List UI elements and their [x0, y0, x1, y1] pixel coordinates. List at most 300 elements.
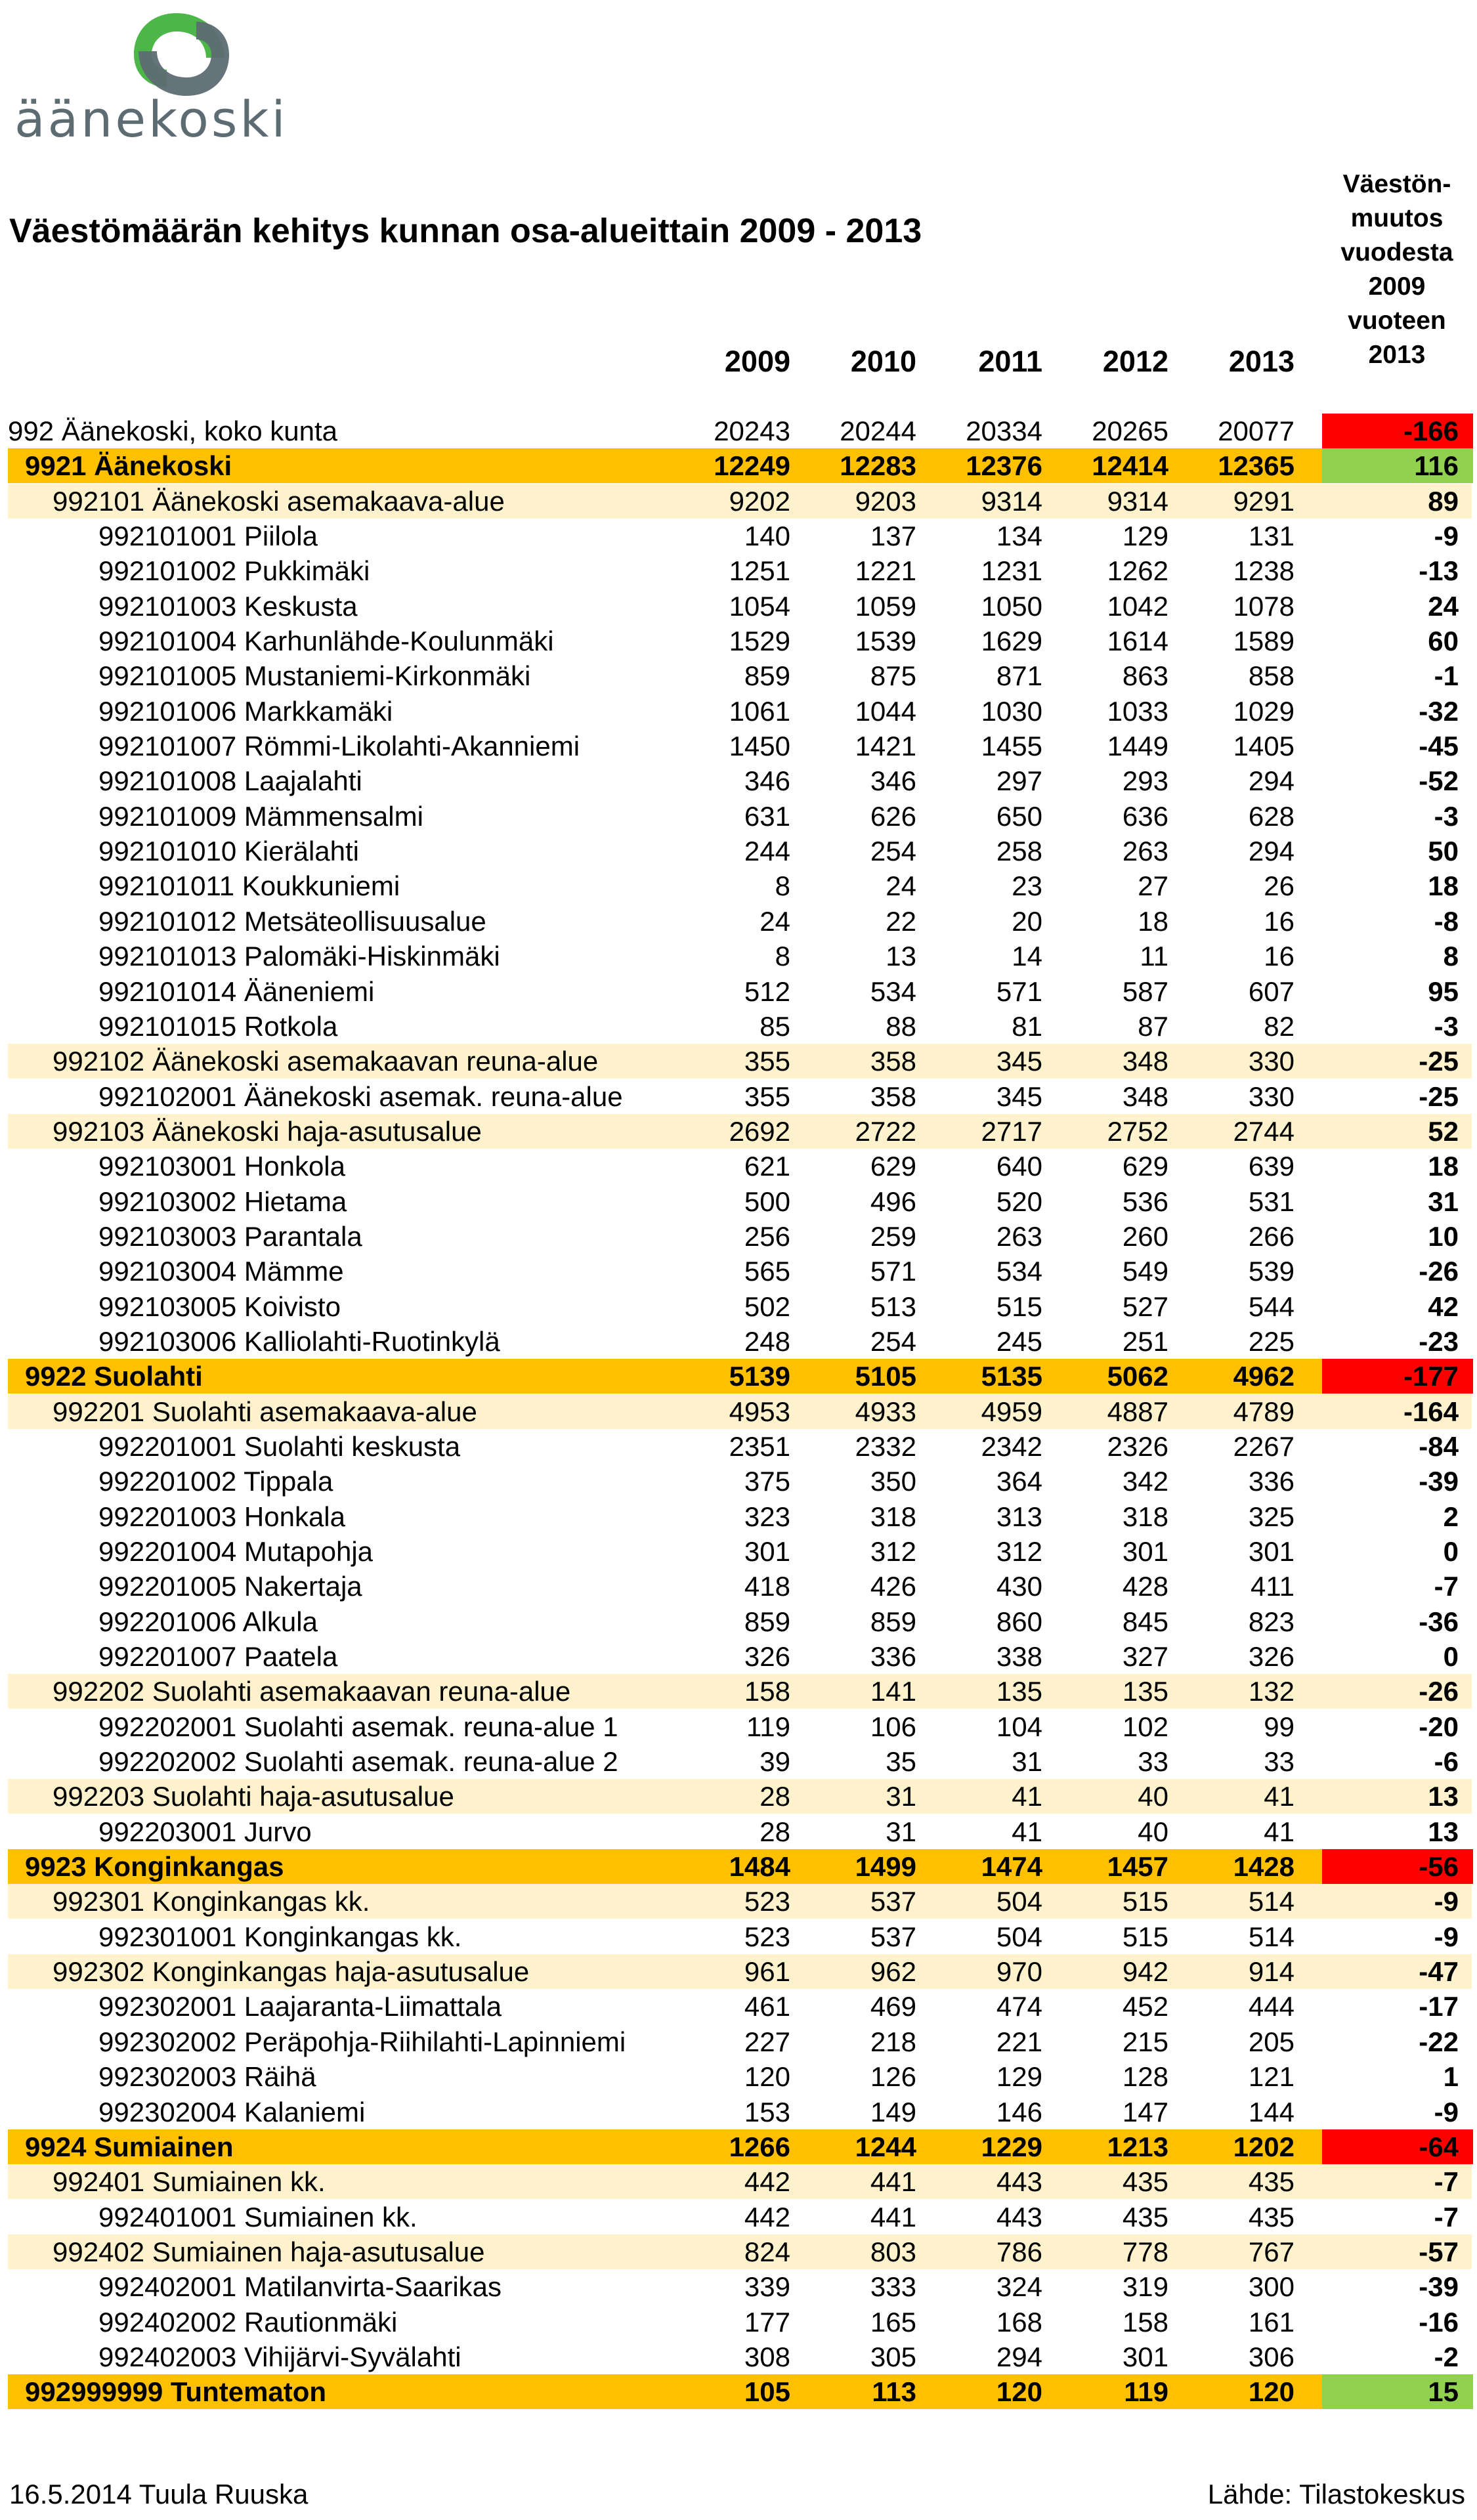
- population-2010: 24: [886, 870, 916, 902]
- population-2011: 443: [996, 2201, 1042, 2232]
- population-2010: 113: [872, 2376, 916, 2408]
- area-name: 992302002 Peräpohja-Riihilahti-Lapinniemi: [98, 2026, 626, 2057]
- area-name: 9921 Äänekoski: [25, 450, 232, 482]
- table-row: [0, 1954, 1477, 1989]
- population-2013: 1405: [1233, 731, 1295, 762]
- area-name: 992203001 Jurvo: [98, 1816, 312, 1847]
- population-2012: 629: [1122, 1151, 1168, 1182]
- population-2013: 435: [1248, 2201, 1295, 2232]
- population-change: -52: [1419, 765, 1459, 797]
- change-header-line: Väestön-: [1342, 170, 1451, 198]
- population-2009: 355: [744, 1046, 790, 1077]
- population-2009: 2692: [729, 1115, 790, 1147]
- population-2013: 1589: [1233, 626, 1295, 657]
- population-2011: 1229: [981, 2131, 1042, 2162]
- area-name: 992201007 Paatela: [98, 1641, 338, 1673]
- population-2013: 301: [1248, 1536, 1295, 1567]
- population-2011: 1030: [981, 695, 1042, 727]
- population-change: -164: [1403, 1396, 1459, 1427]
- population-2011: 1050: [981, 590, 1042, 622]
- population-2013: 607: [1248, 975, 1295, 1007]
- population-change: -6: [1434, 1746, 1459, 1778]
- population-2009: 461: [744, 1991, 790, 2022]
- population-2013: 225: [1248, 1325, 1295, 1357]
- population-2009: 105: [744, 2376, 790, 2408]
- table-row: [0, 1604, 1477, 1639]
- population-2009: 244: [744, 836, 790, 867]
- population-2013: 82: [1264, 1010, 1295, 1042]
- population-2013: 539: [1248, 1256, 1295, 1287]
- population-2011: 134: [996, 521, 1042, 552]
- population-2010: 1539: [855, 626, 916, 657]
- population-2009: 442: [744, 2166, 790, 2198]
- population-2010: 137: [870, 521, 916, 552]
- population-2012: 5062: [1107, 1361, 1168, 1392]
- population-2010: 254: [870, 836, 916, 867]
- population-2009: 120: [744, 2061, 790, 2093]
- population-2009: 339: [744, 2271, 790, 2303]
- population-change: -7: [1434, 2201, 1459, 2232]
- population-2011: 786: [996, 2236, 1042, 2267]
- population-2010: 803: [870, 2236, 916, 2267]
- area-name: 992101012 Metsäteollisuusalue: [98, 905, 486, 937]
- area-name: 992401001 Sumiainen kk.: [98, 2201, 417, 2232]
- population-2009: 346: [744, 765, 790, 797]
- area-name: 992101009 Mämmensalmi: [98, 800, 423, 832]
- population-2011: 640: [996, 1151, 1042, 1182]
- population-change: -8: [1434, 905, 1459, 937]
- population-2012: 348: [1122, 1046, 1168, 1077]
- population-change: -9: [1434, 521, 1459, 552]
- population-2011: 31: [1012, 1746, 1042, 1778]
- population-2010: 20244: [840, 416, 916, 446]
- population-change: -56: [1322, 1849, 1473, 1884]
- population-2012: 128: [1122, 2061, 1168, 2093]
- area-name: 992103002 Hietama: [98, 1185, 347, 1217]
- population-2013: 330: [1248, 1080, 1295, 1112]
- population-2010: 2722: [855, 1115, 916, 1147]
- table-row: [0, 1639, 1477, 1674]
- population-2012: 1449: [1107, 731, 1168, 762]
- area-name: 992101001 Piilola: [98, 521, 318, 552]
- population-2010: 962: [870, 1956, 916, 1988]
- population-2009: 28: [760, 1816, 790, 1847]
- population-2010: 333: [870, 2271, 916, 2303]
- population-2011: 345: [996, 1080, 1042, 1112]
- table-row: [0, 658, 1477, 693]
- population-change: -2: [1434, 2341, 1459, 2372]
- population-2012: 435: [1122, 2166, 1168, 2198]
- population-2009: 227: [744, 2026, 790, 2057]
- population-change: -26: [1419, 1676, 1459, 1707]
- table-row: [0, 799, 1477, 834]
- population-2010: 859: [870, 1606, 916, 1637]
- population-2010: 35: [886, 1746, 916, 1778]
- logo-wordmark: äänekoski: [14, 90, 288, 146]
- population-2012: 342: [1122, 1466, 1168, 1497]
- table-row: [0, 1219, 1477, 1254]
- population-2012: 515: [1122, 1886, 1168, 1917]
- table-row: [0, 2305, 1477, 2339]
- year-header-2010: 2010: [850, 345, 916, 378]
- population-2009: 256: [744, 1220, 790, 1252]
- table-row: [0, 1989, 1477, 2024]
- population-2013: 16: [1264, 941, 1295, 972]
- area-name: 992402003 Vihijärvi-Syvälahti: [98, 2341, 461, 2372]
- population-2012: 135: [1122, 1676, 1168, 1707]
- population-2010: 875: [870, 660, 916, 692]
- table-row: [0, 834, 1477, 868]
- table-row: [0, 2200, 1477, 2234]
- population-2009: 85: [760, 1010, 790, 1042]
- area-name: 992402002 Rautionmäki: [98, 2306, 398, 2338]
- population-2013: 205: [1248, 2026, 1295, 2057]
- population-2012: 428: [1122, 1571, 1168, 1602]
- population-2009: 859: [744, 660, 790, 692]
- population-2011: 1231: [981, 555, 1042, 587]
- population-2009: 418: [744, 1571, 790, 1602]
- population-change: -9: [1434, 2096, 1459, 2127]
- population-2011: 23: [1012, 870, 1042, 902]
- population-2012: 147: [1122, 2096, 1168, 2127]
- population-2009: 1251: [729, 555, 790, 587]
- area-name: 992101010 Kierälahti: [98, 836, 359, 867]
- population-2011: 515: [996, 1291, 1042, 1322]
- population-2012: 119: [1124, 2376, 1168, 2408]
- area-name: 992201005 Nakertaja: [98, 1571, 362, 1602]
- population-2010: 1244: [855, 2131, 916, 2162]
- table-row: [0, 2164, 1477, 2199]
- population-2011: 4959: [981, 1396, 1042, 1427]
- population-2011: 221: [996, 2026, 1042, 2057]
- population-2013: 144: [1248, 2096, 1295, 2127]
- population-2011: 1629: [981, 626, 1042, 657]
- population-2012: 293: [1122, 765, 1168, 797]
- population-2012: 129: [1122, 521, 1168, 552]
- area-name: 9922 Suolahti: [25, 1361, 203, 1392]
- population-2009: 28: [760, 1781, 790, 1812]
- population-change: 42: [1428, 1291, 1459, 1322]
- table-row: [0, 2059, 1477, 2094]
- population-2012: 20265: [1092, 416, 1168, 446]
- population-2011: 534: [996, 1256, 1042, 1287]
- population-2013: 767: [1248, 2236, 1295, 2267]
- population-2011: 970: [996, 1956, 1042, 1988]
- population-2013: 435: [1248, 2166, 1295, 2198]
- population-2013: 12365: [1218, 450, 1295, 482]
- population-2012: 1262: [1107, 555, 1168, 587]
- population-2010: 318: [870, 1501, 916, 1532]
- population-2010: 626: [870, 800, 916, 832]
- population-change: 0: [1443, 1536, 1459, 1567]
- population-2010: 1499: [855, 1851, 916, 1883]
- population-2009: 20243: [714, 416, 790, 446]
- population-2009: 12249: [714, 450, 790, 482]
- footer-author-date: 16.5.2014 Tuula Ruuska: [9, 2479, 309, 2509]
- population-2009: 326: [744, 1641, 790, 1673]
- area-name: 992302 Konginkangas haja-asutusalue: [53, 1956, 530, 1988]
- population-2010: 22: [886, 905, 916, 937]
- population-2013: 628: [1248, 800, 1295, 832]
- population-2009: 8: [775, 941, 790, 972]
- population-2012: 215: [1122, 2026, 1168, 2057]
- population-2011: 430: [996, 1571, 1042, 1602]
- table-row: [0, 1849, 1477, 1884]
- table-row: [0, 1184, 1477, 1219]
- population-change: -47: [1419, 1956, 1459, 1988]
- area-name: 992402 Sumiainen haja-asutusalue: [53, 2236, 485, 2267]
- population-2013: 1238: [1233, 555, 1295, 587]
- year-header-2011: 2011: [978, 345, 1042, 378]
- population-2012: 18: [1138, 905, 1168, 937]
- area-name: 992302004 Kalaniemi: [98, 2096, 366, 2127]
- population-2009: 308: [744, 2341, 790, 2372]
- page-title: Väestömäärän kehitys kunnan osa-alueittain 2009 - 2013: [9, 212, 922, 250]
- table-row: [0, 939, 1477, 973]
- population-2009: 153: [744, 2096, 790, 2127]
- population-2013: 1202: [1233, 2131, 1295, 2162]
- population-2009: 961: [744, 1956, 790, 1988]
- population-2013: 823: [1248, 1606, 1295, 1637]
- population-2011: 5135: [981, 1361, 1042, 1392]
- population-2009: 4953: [729, 1396, 790, 1427]
- population-2010: 1044: [855, 695, 916, 727]
- population-change: 2: [1443, 1501, 1459, 1532]
- population-2013: 132: [1248, 1676, 1295, 1707]
- population-change: 10: [1428, 1220, 1459, 1252]
- table-row: [0, 974, 1477, 1009]
- table-row: [0, 624, 1477, 658]
- population-change: -45: [1419, 731, 1459, 762]
- population-change: 60: [1428, 626, 1459, 657]
- population-2010: 305: [870, 2341, 916, 2372]
- population-2010: 441: [870, 2166, 916, 2198]
- population-change: -3: [1434, 1010, 1459, 1042]
- population-2012: 587: [1122, 975, 1168, 1007]
- population-2012: 2326: [1107, 1430, 1168, 1462]
- population-2011: 571: [996, 975, 1042, 1007]
- table-row: [0, 1114, 1477, 1149]
- population-2009: 140: [744, 521, 790, 552]
- population-2012: 845: [1122, 1606, 1168, 1637]
- population-change: -16: [1419, 2306, 1459, 2338]
- population-2012: 9314: [1107, 485, 1168, 517]
- population-2009: 523: [744, 1886, 790, 1917]
- population-2011: 443: [996, 2166, 1042, 2198]
- population-2012: 33: [1138, 1746, 1168, 1778]
- population-2010: 336: [870, 1641, 916, 1673]
- population-2013: 99: [1264, 1711, 1295, 1742]
- population-change: 18: [1428, 1151, 1459, 1182]
- area-name: 992101014 Ääneniemi: [98, 975, 375, 1007]
- area-name: 992301 Konginkangas kk.: [53, 1886, 370, 1917]
- table-row: [0, 2024, 1477, 2059]
- population-2012: 327: [1122, 1641, 1168, 1673]
- population-2013: 26: [1264, 870, 1295, 902]
- population-2011: 504: [996, 1921, 1042, 1952]
- area-name: 992302001 Laajaranta-Liimattala: [98, 1991, 502, 2022]
- area-name: 992999999 Tuntematon: [25, 2376, 327, 2408]
- population-2010: 126: [870, 2061, 916, 2093]
- population-change: -9: [1434, 1886, 1459, 1917]
- population-change: 8: [1443, 941, 1459, 972]
- area-name: 992101007 Römmi-Likolahti-Akanniemi: [98, 731, 580, 762]
- population-change: 116: [1322, 448, 1473, 483]
- population-change: -177: [1322, 1359, 1473, 1394]
- population-2009: 375: [744, 1466, 790, 1497]
- table-row: [0, 2269, 1477, 2304]
- table-row: [0, 2234, 1477, 2269]
- change-header-line: 2013: [1368, 341, 1426, 369]
- table-row: [0, 1569, 1477, 1604]
- population-2013: 1428: [1233, 1851, 1295, 1883]
- population-2012: 1614: [1107, 626, 1168, 657]
- table-row: [0, 519, 1477, 553]
- population-2011: 474: [996, 1991, 1042, 2022]
- population-2012: 260: [1122, 1220, 1168, 1252]
- population-2010: 88: [886, 1010, 916, 1042]
- population-2011: 504: [996, 1886, 1042, 1917]
- table-row: [0, 2129, 1477, 2164]
- population-2010: 2332: [855, 1430, 916, 1462]
- population-2013: 330: [1248, 1046, 1295, 1077]
- population-2012: 319: [1122, 2271, 1168, 2303]
- population-2011: 1474: [981, 1851, 1042, 1883]
- area-name: 992203 Suolahti haja-asutusalue: [53, 1781, 454, 1812]
- population-change: -84: [1419, 1430, 1459, 1462]
- population-2011: 860: [996, 1606, 1042, 1637]
- population-2009: 301: [744, 1536, 790, 1567]
- population-change: -26: [1419, 1256, 1459, 1287]
- population-2010: 571: [870, 1256, 916, 1287]
- aanekoski-logo: [9, 5, 344, 146]
- population-2009: 1266: [729, 2131, 790, 2162]
- area-name: 992101003 Keskusta: [98, 590, 358, 622]
- population-2009: 1061: [729, 695, 790, 727]
- population-2013: 1078: [1233, 590, 1295, 622]
- population-2011: 297: [996, 765, 1042, 797]
- table-row: [0, 729, 1477, 763]
- population-2009: 1529: [729, 626, 790, 657]
- population-change: -20: [1419, 1711, 1459, 1742]
- table-row: [0, 694, 1477, 729]
- table-row: [0, 1394, 1477, 1429]
- population-2011: 41: [1012, 1816, 1042, 1847]
- table-row: [0, 448, 1477, 483]
- population-2011: 2717: [981, 1115, 1042, 1147]
- population-2009: 1450: [729, 731, 790, 762]
- table-row: [0, 553, 1477, 588]
- population-2010: 254: [870, 1325, 916, 1357]
- table-row: [0, 414, 1477, 448]
- population-2011: 324: [996, 2271, 1042, 2303]
- table-row: [0, 1709, 1477, 1744]
- population-2012: 11: [1140, 941, 1168, 972]
- population-2010: 358: [870, 1046, 916, 1077]
- population-2010: 9203: [855, 485, 916, 517]
- population-2013: 639: [1248, 1151, 1295, 1182]
- population-2009: 8: [775, 870, 790, 902]
- table-row: [0, 2339, 1477, 2374]
- area-name: 992101008 Laajalahti: [98, 765, 362, 797]
- population-2011: 168: [996, 2306, 1042, 2338]
- year-header-2009: 2009: [724, 345, 790, 378]
- population-change: -17: [1419, 1991, 1459, 2022]
- table-row: [0, 1359, 1477, 1394]
- area-name: 992103006 Kalliolahti-Ruotinkylä: [98, 1325, 500, 1357]
- population-2012: 863: [1122, 660, 1168, 692]
- population-2012: 4887: [1107, 1396, 1168, 1427]
- population-2013: 306: [1248, 2341, 1295, 2372]
- population-2009: 523: [744, 1921, 790, 1952]
- population-2012: 102: [1122, 1711, 1168, 1742]
- population-change: 31: [1428, 1185, 1459, 1217]
- population-2012: 40: [1138, 1781, 1168, 1812]
- population-2011: 2342: [981, 1430, 1042, 1462]
- population-2010: 441: [870, 2201, 916, 2232]
- population-2009: 1484: [729, 1851, 790, 1883]
- population-2013: 411: [1251, 1571, 1295, 1602]
- population-2009: 859: [744, 1606, 790, 1637]
- population-2009: 355: [744, 1080, 790, 1112]
- population-2013: 444: [1248, 1991, 1295, 2022]
- area-name: 992401 Sumiainen kk.: [53, 2166, 326, 2198]
- population-2013: 514: [1248, 1886, 1295, 1917]
- population-change: -166: [1322, 414, 1473, 448]
- table-row: [0, 1814, 1477, 1849]
- population-2013: 9291: [1233, 485, 1295, 517]
- area-name: 992101004 Karhunlähde-Koulunmäki: [98, 626, 554, 657]
- area-name: 992201002 Tippala: [98, 1466, 333, 1497]
- population-2012: 12414: [1092, 450, 1168, 482]
- population-2013: 914: [1248, 1956, 1295, 1988]
- population-2009: 39: [760, 1746, 790, 1778]
- population-2010: 537: [870, 1886, 916, 1917]
- population-2013: 41: [1264, 1781, 1295, 1812]
- population-2010: 106: [870, 1711, 916, 1742]
- table-row: [0, 1464, 1477, 1499]
- population-2011: 9314: [981, 485, 1042, 517]
- population-2013: 2744: [1233, 1115, 1295, 1147]
- population-2013: 33: [1264, 1746, 1295, 1778]
- population-2012: 251: [1122, 1325, 1168, 1357]
- population-2011: 650: [996, 800, 1042, 832]
- population-2010: 534: [870, 975, 916, 1007]
- population-2011: 520: [996, 1185, 1042, 1217]
- population-2012: 158: [1122, 2306, 1168, 2338]
- population-change: -7: [1434, 2166, 1459, 2198]
- population-2010: 218: [870, 2026, 916, 2057]
- population-2011: 129: [996, 2061, 1042, 2093]
- table-row: [0, 484, 1477, 519]
- population-2011: 313: [996, 1501, 1042, 1532]
- population-2010: 1059: [855, 590, 916, 622]
- population-2011: 1455: [981, 731, 1042, 762]
- population-2010: 165: [870, 2306, 916, 2338]
- population-2013: 300: [1248, 2271, 1295, 2303]
- population-2010: 1221: [855, 555, 916, 587]
- population-change: -7: [1434, 1571, 1459, 1602]
- population-2013: 514: [1248, 1921, 1295, 1952]
- area-name: 992101015 Rotkola: [98, 1010, 338, 1042]
- population-2010: 12283: [840, 450, 916, 482]
- population-2012: 942: [1122, 1956, 1168, 1988]
- population-2013: 16: [1264, 905, 1295, 937]
- population-2009: 177: [744, 2306, 790, 2338]
- area-name: 992201003 Honkala: [98, 1501, 345, 1532]
- population-change: 18: [1428, 870, 1459, 902]
- area-name: 992201001 Suolahti keskusta: [98, 1430, 461, 1462]
